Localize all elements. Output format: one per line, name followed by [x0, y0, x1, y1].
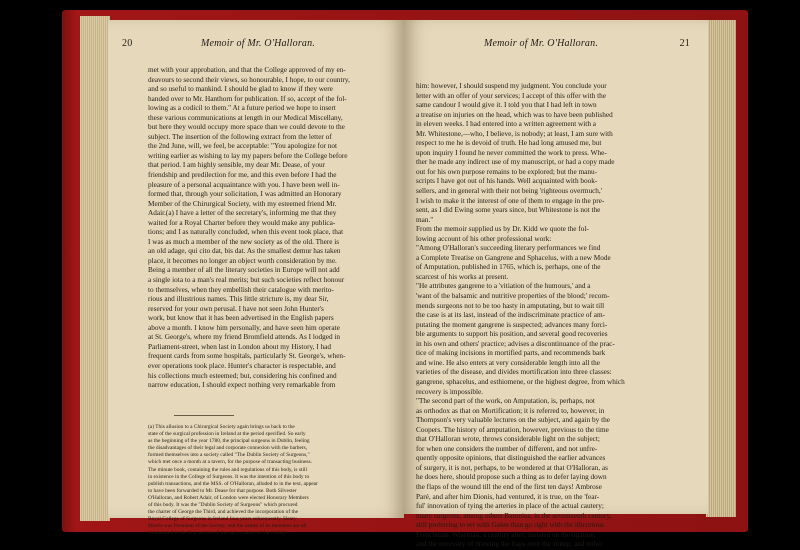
text-line: handed over to Mr. Hanthorn for publication. If so, accept of the fol-: [148, 94, 347, 103]
left-page-text: [148, 66, 390, 391]
footnote-line: in existence in the College of Surgeons. It was the intention of this body to: [148, 473, 310, 480]
text-line: an old adage, qui cito dat, bis dat. As the smallest demur has taken: [148, 247, 341, 256]
text-line: deavours to second their views, so honourable, I hope, to our country,: [148, 75, 350, 84]
text-line: him: however, I should suspend my judgment. You conclude your: [416, 82, 607, 90]
text-line: recovery is impossible.: [416, 387, 484, 396]
text-line: pleasure of a personal acquaintance with you. I have been well in-: [148, 180, 340, 189]
text-line: work, but know that it has been advertised in the English papers: [148, 314, 334, 323]
footnote-line: The minute book, containing the rules and regulations of this body, is still: [148, 466, 307, 473]
text-line: sellers, and in general with their not being 'righteous overmuch,': [416, 187, 603, 196]
text-line: gangrene, sphacelus, and esthiomene, or the highest degree, from which: [416, 377, 625, 386]
text-line: scarcest of his works at present.: [416, 272, 509, 281]
text-line: writing earlier as wishing to lay my papers before the College before: [148, 151, 348, 160]
footnote-line: as the beginning of the year 1780, the principal surgeons in Dublin, feeling: [148, 438, 310, 445]
text-line: From the memoir supplied us by Dr. Kidd we quote the fol-: [416, 225, 589, 234]
text-line: ble arguments to support his position, and several good recoveries: [416, 330, 608, 339]
footnote-line: state of the surgical profession in Ireland at the period specified. So early: [148, 431, 306, 438]
running-title: Memoir of Mr. O'Halloran.: [483, 38, 599, 49]
page-number: 21: [679, 38, 690, 49]
text-line: Frenchman. Wiseman, a century after, insisted on the ligature,: [416, 530, 596, 539]
text-line: his collections much esteemed; but, considering his confined and: [148, 371, 337, 380]
page-number: 20: [122, 38, 133, 49]
footnote-line: which met once a month at a tavern, for the purpose of transacting business.: [148, 459, 312, 466]
footnote-line: to have been forwarded to Mr. Dease for that purpose. Both Silvester: [148, 487, 297, 494]
footnote-line: enumerated in the first section of the early charter of the College.: [148, 530, 289, 537]
text-line: above a month. I know him personally, and have seen him operate: [148, 323, 340, 332]
text-line: sent, as I did Ewing some years since, but Whitestone is not the: [416, 206, 601, 215]
text-line: the flaps of the wound till the end of the first ten days! Ambrose: [416, 482, 602, 491]
text-line: Adair.(a) I have a letter of the secretary's, informing me that they: [148, 209, 337, 218]
text-line: scripts I have got out of his hands. Well acquainted with book-: [416, 177, 598, 186]
text-line: to themselves, when they embellish their catalogue with merito-: [148, 285, 334, 294]
text-line: I wish to make it the interest of one of them to engage in the pre-: [416, 196, 605, 205]
text-line: that O'Halloran wrote, throws considerable light on the subject;: [416, 435, 600, 444]
text-line: of Amputation, published in 1765, which is, perhaps, one of the: [416, 263, 601, 272]
text-line: Parliament-street, when last in London about my History, I had: [148, 342, 331, 351]
text-line: of surgery, it is not, perhaps, to be wondered at that O'Halloran, as: [416, 463, 608, 472]
text-line: reserved for your own perusal. I have not seen John Hunter's: [148, 304, 324, 313]
text-line: ever operations took place. Hunter's character is respectable, and: [148, 361, 336, 370]
text-line: as orthodox as that on Mortification; it is referred to, however, in: [416, 406, 605, 415]
text-line: respect to me he is devoid of truth. He had long amused me, but: [416, 139, 602, 148]
text-line: met with your approbation, and that the College approved of my en-: [148, 66, 346, 74]
footnote-line: O'Halloran, and Robert Adair, of London were elected Honorary Members: [148, 494, 309, 501]
footnote-line: (a) This allusion to a Chirurgical Society again brings us back to the: [148, 424, 295, 430]
right-page-edges: [706, 20, 736, 517]
text-line: and wine. He also enters at very considerable length into all the: [416, 358, 601, 367]
text-line: formed that, through your solicitation, I was admitted an Honorary: [148, 190, 342, 199]
text-line: at St. George's, where my friend Bromfield attends. As I lodged in: [148, 333, 341, 342]
text-line: tice of making incisions in mortified parts, and recommends bark: [416, 349, 606, 358]
text-line: lowing as a codicil to them." At a future period we hope to insert: [148, 104, 336, 113]
text-line: mends surgeons not to be too hasty in amputating, but to wait till: [416, 301, 605, 310]
right-page-text: [416, 82, 672, 550]
text-line: "He attributes gangrene to a 'vitiation of the humours,' and a: [416, 282, 591, 291]
text-line: and the necessity of drawing the flaps over the stump, and either: [416, 540, 603, 549]
text-line: Coopers. The history of amputation, however, previous to the time: [416, 425, 609, 434]
text-line: waited for a Royal Charter before they would make any publica-: [148, 218, 336, 227]
text-line: but here they would occupy more space than we could devote to the: [148, 123, 345, 132]
text-line: rious and illustrious names. This little stricture is, my dear Sir,: [148, 295, 329, 304]
footnote-line: publish transactions, and the MSS. of O'Halloran, alluded to in the text, appear: [148, 480, 318, 487]
text-line: man.": [416, 215, 434, 224]
text-line: upon inquiry I found he never committed the work to press. Whe-: [416, 148, 607, 157]
text-line: ther he made any indirect use of my manuscript, or had a copy made: [416, 158, 615, 167]
text-line: a Complete Treatise on Gangrene and Sphacelus, with a new Mode: [416, 253, 611, 262]
text-line: frequent cards from some hospitals, particularly St. George's, when-: [148, 352, 346, 361]
text-line: Thompson's very valuable lectures on the subject, and again by the: [416, 416, 610, 425]
footnote-line: formed themselves into a society called "The Dublin Society of Surgeons,": [148, 452, 310, 459]
footnote: [148, 424, 390, 538]
left-page-edges: [80, 16, 110, 521]
footnote-line: the disadvantages of their legal and corporate connexion with the barbers,: [148, 445, 308, 452]
text-line: I was as much a member of the new society as of the old. There is: [148, 237, 340, 246]
text-line: Mr. Whitestone,—who, I believe, is nobody; at least, I am sure with: [416, 129, 613, 138]
text-line: out for his own purpose remains to be explored; but the manu-: [416, 167, 598, 176]
right-page: [404, 20, 708, 549]
text-line: still preferring to err with Galen than go right with the illustrious: [416, 521, 604, 530]
text-line: Being a member of all the literary societies in Europe will not add: [148, 266, 340, 275]
text-line: lowing account of his other professional work:: [416, 234, 552, 243]
text-line: "Among O'Halloran's succeeding literary performances we find: [416, 244, 601, 253]
text-line: "The second part of the work, on Amputation, is, perhaps, not: [416, 397, 595, 406]
text-line: a treatise on injuries on the head, which was to have been published: [416, 110, 613, 119]
text-line: letter with an offer of your services; I accept of this offer with the: [416, 91, 606, 100]
footnote-line: Morris was President of the Society, and the names of its members are all: [148, 523, 307, 530]
text-line: he does here, should propose such a thing as to defer laying down: [416, 473, 607, 482]
footnote-line: the charter of George the Third, and achieved the incorporation of the: [148, 509, 299, 516]
text-line: Member of the Chirurgical Society, with my esteemed friend Mr.: [148, 199, 337, 208]
text-line: quently opposite opinions, that distinguished the earlier advances: [416, 454, 606, 463]
text-line: and so useful to mankind. I should be glad to know if they were: [148, 85, 333, 94]
footnote-rule: [174, 415, 234, 416]
text-line: same candour I would give it. I told you that I had left in town: [416, 101, 597, 110]
text-line: in his own and others' practice; advises a discontinuance of the prac-: [416, 339, 615, 348]
text-line: 'want of the balsamic and nutritive properties of the blood;' recom-: [416, 292, 610, 301]
text-line: Paré, and after him Dionis, had ventured, it is true, on the 'fear-: [416, 492, 600, 501]
text-line: varieties of the disease, and divides mortification into three classes:: [416, 368, 612, 377]
text-line: putating the moment gangrene is suspected; advances many forci-: [416, 320, 608, 329]
text-line: the 2nd June, will, we feel, be acceptable: "You apologize for not: [148, 142, 338, 151]
footnote-line: Royal College of Surgeons in Ireland four years subsequently. Henry: [148, 516, 297, 523]
text-line: many surgeons, among others Baronius, in the seventeenth century,: [416, 511, 612, 520]
text-line: these various communications at length in our Medical Miscellany,: [148, 113, 343, 122]
text-line: subject. The insertion of the following extract from the letter of: [148, 132, 332, 141]
text-line: tions; and I as naturally concluded, when this event took place, that: [148, 228, 344, 237]
text-line: for when one considers the number of different, and not unfre-: [416, 444, 598, 453]
text-line: place, it becomes no longer an object worth consideration by me.: [148, 256, 337, 265]
text-line: the case is at its last, instead of the indiscriminate practice of am-: [416, 311, 606, 320]
running-title: Memoir of Mr. O'Halloran.: [200, 38, 316, 49]
footnote-line: of this body. It was the "Dublin Society of Surgeons" which procured: [148, 502, 298, 509]
text-line: that period. I am highly sensible, my dear Mr. Dease, of your: [148, 161, 325, 170]
text-line: a single iota to a man's real merits; but such societies reflect honour: [148, 276, 345, 285]
text-line: ful' innovation of tying the arteries in place of the actual cautery;: [416, 502, 604, 511]
text-line: in eleven weeks. I had entered into a written agreement with a: [416, 120, 596, 129]
left-page: [108, 20, 404, 537]
text-line: narrow education, I should expect nothing very remarkable from: [148, 381, 336, 390]
text-line: friendship and predilection for me, and this even before I had the: [148, 171, 337, 180]
